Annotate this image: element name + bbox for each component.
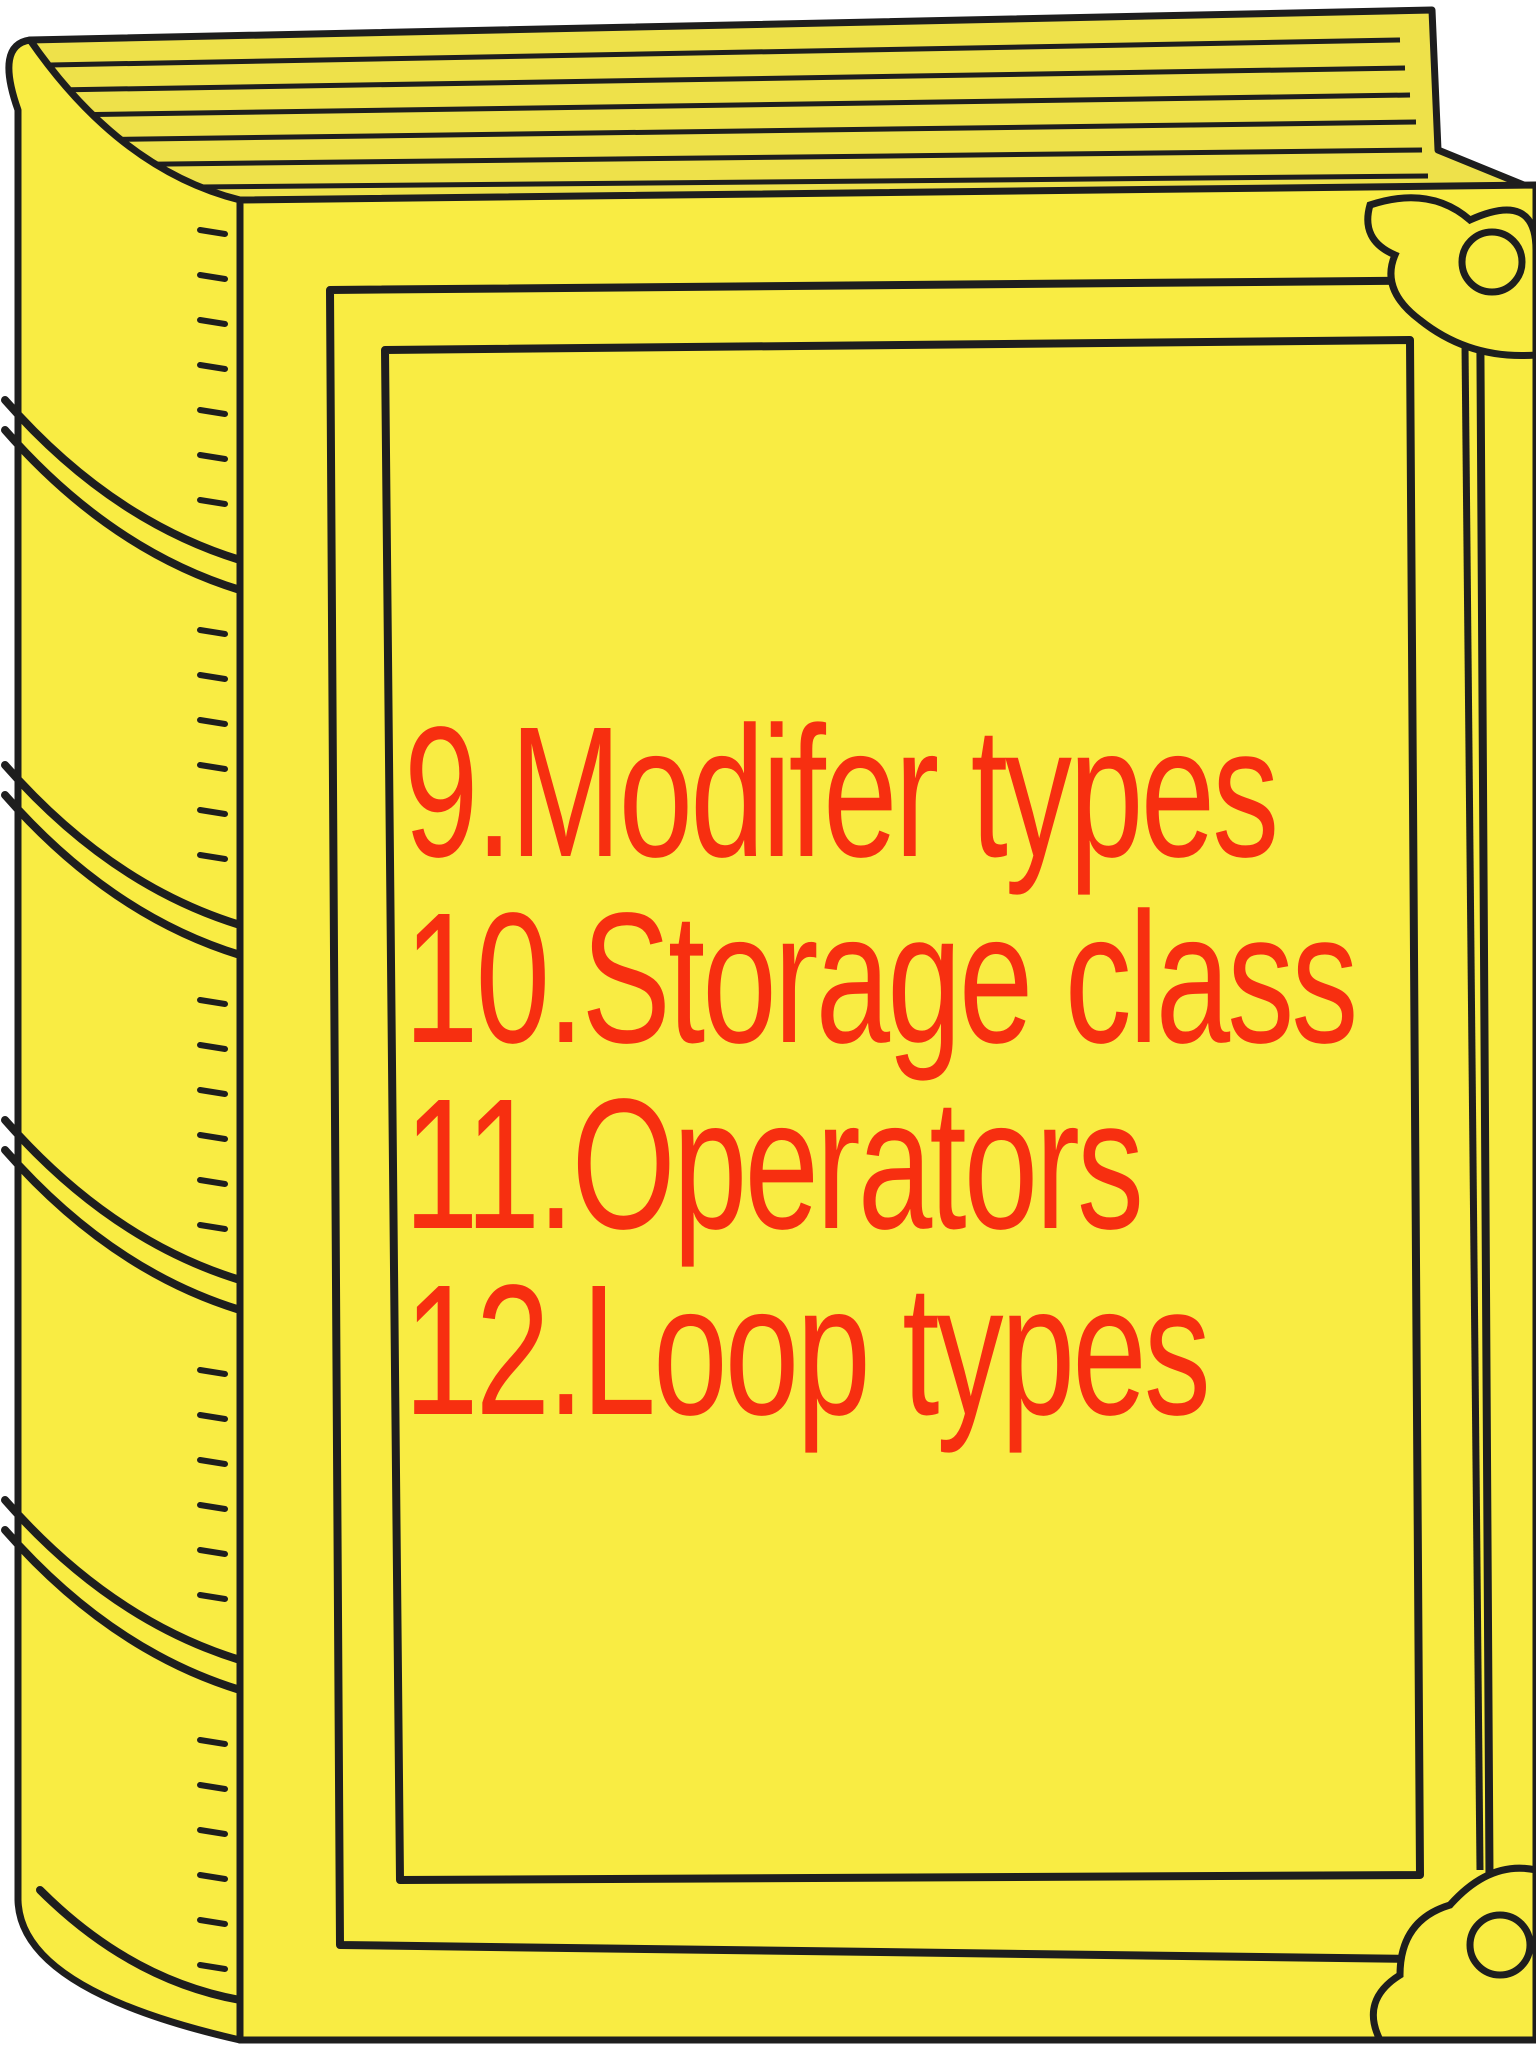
topic-item: 9.Modifer types (404, 689, 1277, 896)
topic-item: 10.Storage class (404, 875, 1356, 1082)
topic-list (404, 689, 1424, 1454)
topic-item: 11.Operators (404, 1061, 1142, 1268)
topic-item: 12.Loop types (404, 1247, 1208, 1454)
